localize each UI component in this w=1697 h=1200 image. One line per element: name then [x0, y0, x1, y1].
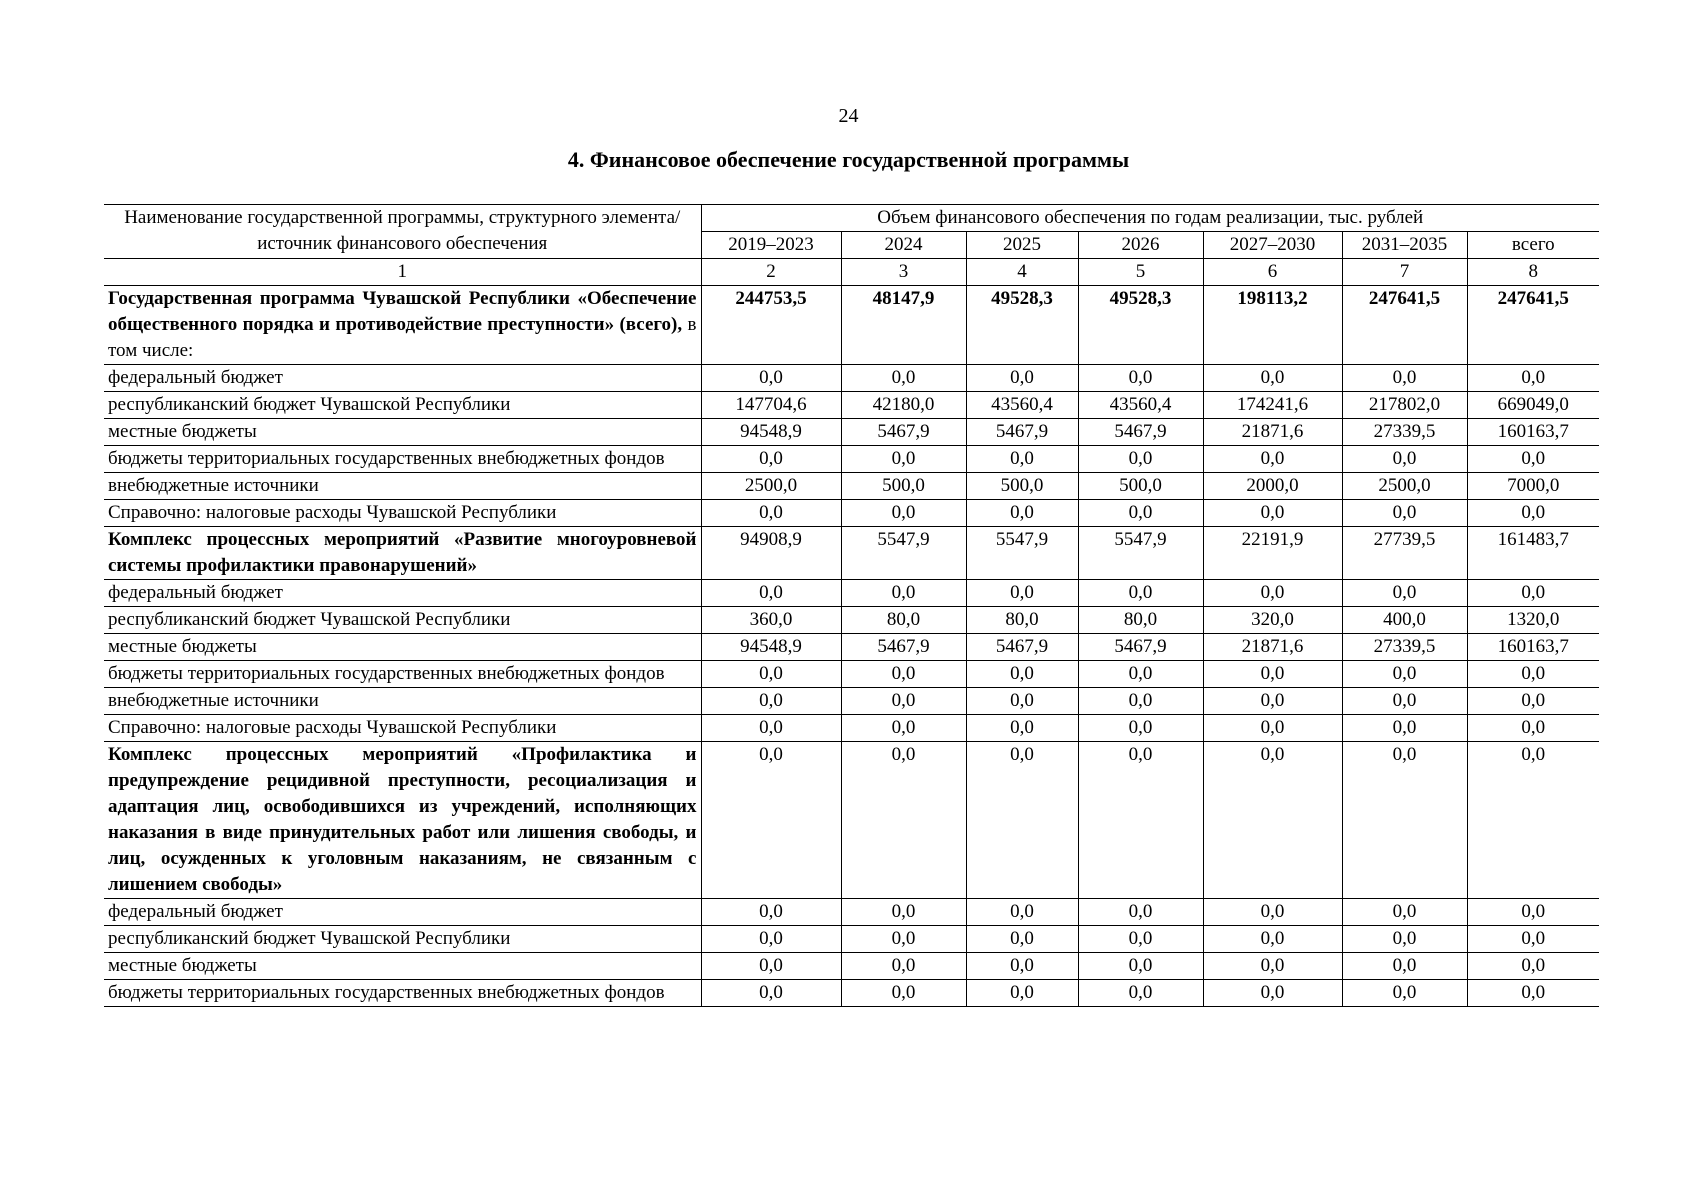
row-value: 0,0 — [1342, 500, 1467, 527]
row-value: 0,0 — [1342, 661, 1467, 688]
row-value: 0,0 — [1342, 926, 1467, 953]
row-value: 0,0 — [1342, 899, 1467, 926]
row-value: 7000,0 — [1467, 473, 1599, 500]
column-number: 7 — [1342, 259, 1467, 286]
row-label — [104, 742, 701, 899]
table-row — [104, 980, 1599, 1007]
row-value: 400,0 — [1342, 607, 1467, 634]
column-number: 3 — [841, 259, 966, 286]
row-value: 0,0 — [966, 580, 1078, 607]
row-value: 5467,9 — [841, 419, 966, 446]
row-value: 48147,9 — [841, 286, 966, 365]
row-value: 0,0 — [1467, 980, 1599, 1007]
page-number: 24 — [838, 105, 859, 127]
header-year: 2026 — [1078, 232, 1203, 259]
row-value: 0,0 — [966, 715, 1078, 742]
row-value: 0,0 — [701, 715, 841, 742]
row-value: 160163,7 — [1467, 419, 1599, 446]
row-value: 21871,6 — [1203, 419, 1342, 446]
row-value: 0,0 — [1342, 715, 1467, 742]
header-year: 2019–2023 — [701, 232, 841, 259]
row-label — [104, 500, 701, 527]
row-value: 244753,5 — [701, 286, 841, 365]
row-value: 0,0 — [1078, 953, 1203, 980]
financing-table — [104, 204, 1599, 1007]
row-value: 0,0 — [1203, 980, 1342, 1007]
row-value: 80,0 — [966, 607, 1078, 634]
row-value: 0,0 — [1203, 580, 1342, 607]
table-row — [104, 661, 1599, 688]
row-label — [104, 392, 701, 419]
row-value: 500,0 — [966, 473, 1078, 500]
row-value: 0,0 — [1342, 742, 1467, 899]
row-value: 0,0 — [1203, 953, 1342, 980]
row-value: 22191,9 — [1203, 527, 1342, 580]
row-label — [104, 953, 701, 980]
row-label-suffix: в том числе: — [108, 314, 697, 361]
row-value: 5547,9 — [966, 527, 1078, 580]
row-value: 0,0 — [966, 980, 1078, 1007]
row-value: 174241,6 — [1203, 392, 1342, 419]
row-value: 0,0 — [701, 500, 841, 527]
row-value: 27739,5 — [1342, 527, 1467, 580]
row-value: 5467,9 — [1078, 419, 1203, 446]
row-value: 0,0 — [1467, 446, 1599, 473]
row-value: 2000,0 — [1203, 473, 1342, 500]
row-value: 94908,9 — [701, 527, 841, 580]
header-year: 2024 — [841, 232, 966, 259]
row-value: 0,0 — [841, 980, 966, 1007]
row-label-text: федеральный бюджет — [108, 367, 283, 388]
row-value: 0,0 — [1078, 580, 1203, 607]
row-value: 0,0 — [1078, 742, 1203, 899]
column-number: 4 — [966, 259, 1078, 286]
row-value: 0,0 — [701, 953, 841, 980]
row-label — [104, 980, 701, 1007]
column-number: 8 — [1467, 259, 1599, 286]
row-value: 0,0 — [1467, 953, 1599, 980]
row-label-text: внебюджетные источники — [108, 690, 319, 711]
header-volume-cell: Объем финансового обеспечения по годам реализации, тыс. рублей — [701, 205, 1599, 232]
row-value: 0,0 — [1342, 688, 1467, 715]
row-label — [104, 661, 701, 688]
row-label — [104, 634, 701, 661]
row-value: 5547,9 — [1078, 527, 1203, 580]
header-year: 2025 — [966, 232, 1078, 259]
row-value: 0,0 — [966, 926, 1078, 953]
row-value: 0,0 — [966, 688, 1078, 715]
row-value: 43560,4 — [1078, 392, 1203, 419]
row-value: 0,0 — [701, 446, 841, 473]
row-value: 0,0 — [1203, 688, 1342, 715]
table-row — [104, 926, 1599, 953]
row-label-text: местные бюджеты — [108, 421, 257, 442]
row-value: 147704,6 — [701, 392, 841, 419]
row-value: 217802,0 — [1342, 392, 1467, 419]
row-label-text: бюджеты территориальных государственных внебюджетных фондов — [108, 663, 665, 684]
row-value: 360,0 — [701, 607, 841, 634]
row-label-text: федеральный бюджет — [108, 582, 283, 603]
row-value: 5467,9 — [966, 634, 1078, 661]
row-value: 27339,5 — [1342, 634, 1467, 661]
row-value: 42180,0 — [841, 392, 966, 419]
row-label-text: республиканский бюджет Чувашской Республики — [108, 928, 511, 949]
header-year: 2027–2030 — [1203, 232, 1342, 259]
row-value: 80,0 — [841, 607, 966, 634]
row-value: 49528,3 — [966, 286, 1078, 365]
table-row — [104, 419, 1599, 446]
row-value: 80,0 — [1078, 607, 1203, 634]
table-row — [104, 742, 1599, 899]
row-value: 0,0 — [841, 953, 966, 980]
row-value: 669049,0 — [1467, 392, 1599, 419]
table-row — [104, 580, 1599, 607]
table-body — [104, 286, 1599, 1007]
row-value: 0,0 — [841, 715, 966, 742]
row-value: 0,0 — [1467, 715, 1599, 742]
row-value: 500,0 — [841, 473, 966, 500]
header-year: 2031–2035 — [1342, 232, 1467, 259]
row-label-text: Справочно: налоговые расходы Чувашской Республики — [108, 502, 557, 523]
row-value: 198113,2 — [1203, 286, 1342, 365]
table-row — [104, 953, 1599, 980]
table-row — [104, 688, 1599, 715]
column-number: 1 — [104, 259, 701, 286]
column-number-row — [104, 259, 1599, 286]
row-value: 0,0 — [841, 446, 966, 473]
row-value: 0,0 — [966, 500, 1078, 527]
row-value: 0,0 — [1078, 661, 1203, 688]
table-row — [104, 715, 1599, 742]
row-label — [104, 286, 701, 365]
row-label-text: Государственная программа Чувашской Республики «Обеспечение общественного порядка и противодействие преступности» (всего), — [108, 288, 697, 335]
row-value: 0,0 — [1467, 688, 1599, 715]
table-row — [104, 392, 1599, 419]
row-label — [104, 899, 701, 926]
row-label-text: бюджеты территориальных государственных внебюджетных фондов — [108, 982, 665, 1003]
row-value: 21871,6 — [1203, 634, 1342, 661]
row-label-text: Комплекс процессных мероприятий «Профилактика и предупреждение рецидивной преступности, ресоциализация и адаптация лиц, освободившихся из учреждений, исполняющих наказания в виде принудительных работ или лишения свободы, и лиц, осужденных к уголовным наказаниям, не связанным с лишением свободы» — [108, 744, 697, 895]
row-value: 0,0 — [1203, 899, 1342, 926]
row-value: 0,0 — [1078, 715, 1203, 742]
row-label-text: республиканский бюджет Чувашской Республики — [108, 609, 511, 630]
row-label-text: Комплекс процессных мероприятий «Развитие многоуровневой системы профилактики правонарушений» — [108, 529, 697, 576]
row-value: 0,0 — [1467, 365, 1599, 392]
row-value: 0,0 — [1203, 715, 1342, 742]
header-row-1 — [104, 205, 1599, 232]
row-value: 0,0 — [841, 500, 966, 527]
column-number: 6 — [1203, 259, 1342, 286]
row-value: 0,0 — [966, 742, 1078, 899]
row-value: 2500,0 — [1342, 473, 1467, 500]
row-label — [104, 419, 701, 446]
row-value: 0,0 — [841, 661, 966, 688]
row-label — [104, 580, 701, 607]
row-value: 49528,3 — [1078, 286, 1203, 365]
row-value: 0,0 — [701, 899, 841, 926]
row-value: 0,0 — [1203, 926, 1342, 953]
row-value: 0,0 — [701, 980, 841, 1007]
table-row — [104, 473, 1599, 500]
row-value: 0,0 — [966, 365, 1078, 392]
row-value: 0,0 — [1078, 688, 1203, 715]
row-value: 0,0 — [701, 365, 841, 392]
row-value: 0,0 — [701, 926, 841, 953]
row-value: 0,0 — [1467, 899, 1599, 926]
row-value: 160163,7 — [1467, 634, 1599, 661]
row-value: 0,0 — [841, 926, 966, 953]
row-value: 0,0 — [966, 446, 1078, 473]
row-value: 247641,5 — [1467, 286, 1599, 365]
row-value: 0,0 — [841, 688, 966, 715]
table-row — [104, 527, 1599, 580]
table-row — [104, 899, 1599, 926]
row-label-text: местные бюджеты — [108, 955, 257, 976]
row-value: 0,0 — [841, 899, 966, 926]
row-label — [104, 527, 701, 580]
row-label — [104, 715, 701, 742]
row-value: 500,0 — [1078, 473, 1203, 500]
row-value: 0,0 — [701, 661, 841, 688]
row-value: 0,0 — [1078, 500, 1203, 527]
row-value: 5467,9 — [1078, 634, 1203, 661]
row-value: 0,0 — [966, 661, 1078, 688]
row-value: 43560,4 — [966, 392, 1078, 419]
row-label — [104, 365, 701, 392]
row-label-text: Справочно: налоговые расходы Чувашской Республики — [108, 717, 557, 738]
row-value: 0,0 — [966, 899, 1078, 926]
row-label-text: федеральный бюджет — [108, 901, 283, 922]
row-value: 2500,0 — [701, 473, 841, 500]
row-label-text: местные бюджеты — [108, 636, 257, 657]
row-value: 0,0 — [701, 580, 841, 607]
row-value: 247641,5 — [1342, 286, 1467, 365]
row-value: 0,0 — [1342, 365, 1467, 392]
column-number: 2 — [701, 259, 841, 286]
row-value: 0,0 — [841, 580, 966, 607]
row-label — [104, 688, 701, 715]
row-value: 0,0 — [1078, 446, 1203, 473]
row-value: 94548,9 — [701, 419, 841, 446]
row-value: 0,0 — [1203, 661, 1342, 688]
row-value: 0,0 — [1203, 365, 1342, 392]
table-row — [104, 446, 1599, 473]
row-value: 0,0 — [701, 688, 841, 715]
page-title: 4. Финансовое обеспечение государственной программы — [567, 147, 1130, 172]
row-value: 0,0 — [1078, 980, 1203, 1007]
row-value: 161483,7 — [1467, 527, 1599, 580]
table-row — [104, 286, 1599, 365]
row-value: 94548,9 — [701, 634, 841, 661]
row-value: 27339,5 — [1342, 419, 1467, 446]
row-label-text: внебюджетные источники — [108, 475, 319, 496]
row-label — [104, 926, 701, 953]
table-row — [104, 607, 1599, 634]
row-value: 0,0 — [1342, 980, 1467, 1007]
row-label — [104, 473, 701, 500]
row-label-text: республиканский бюджет Чувашской Республики — [108, 394, 511, 415]
row-value: 0,0 — [1078, 365, 1203, 392]
row-value: 5467,9 — [966, 419, 1078, 446]
row-value: 0,0 — [1467, 661, 1599, 688]
row-value: 5547,9 — [841, 527, 966, 580]
row-value: 0,0 — [841, 742, 966, 899]
row-value: 0,0 — [701, 742, 841, 899]
row-value: 320,0 — [1203, 607, 1342, 634]
row-value: 0,0 — [1342, 953, 1467, 980]
header-name-cell: Наименование государственной программы, структурного элемента/ источник финансового обеспечения — [104, 205, 701, 259]
column-number: 5 — [1078, 259, 1203, 286]
table-row — [104, 634, 1599, 661]
row-label-text: бюджеты территориальных государственных внебюджетных фондов — [108, 448, 665, 469]
row-value: 0,0 — [1203, 446, 1342, 473]
table-row — [104, 500, 1599, 527]
row-value: 0,0 — [1342, 446, 1467, 473]
table-row — [104, 365, 1599, 392]
row-value: 0,0 — [1078, 899, 1203, 926]
header-total: всего — [1467, 232, 1599, 259]
row-value: 0,0 — [1342, 580, 1467, 607]
row-value: 0,0 — [1467, 742, 1599, 899]
row-value: 0,0 — [1467, 926, 1599, 953]
row-value: 0,0 — [966, 953, 1078, 980]
row-value: 0,0 — [1467, 500, 1599, 527]
row-label — [104, 607, 701, 634]
row-value: 0,0 — [1467, 580, 1599, 607]
row-value: 0,0 — [1203, 500, 1342, 527]
row-value: 0,0 — [841, 365, 966, 392]
row-value: 1320,0 — [1467, 607, 1599, 634]
row-value: 0,0 — [1203, 742, 1342, 899]
row-value: 5467,9 — [841, 634, 966, 661]
row-label — [104, 446, 701, 473]
row-value: 0,0 — [1078, 926, 1203, 953]
